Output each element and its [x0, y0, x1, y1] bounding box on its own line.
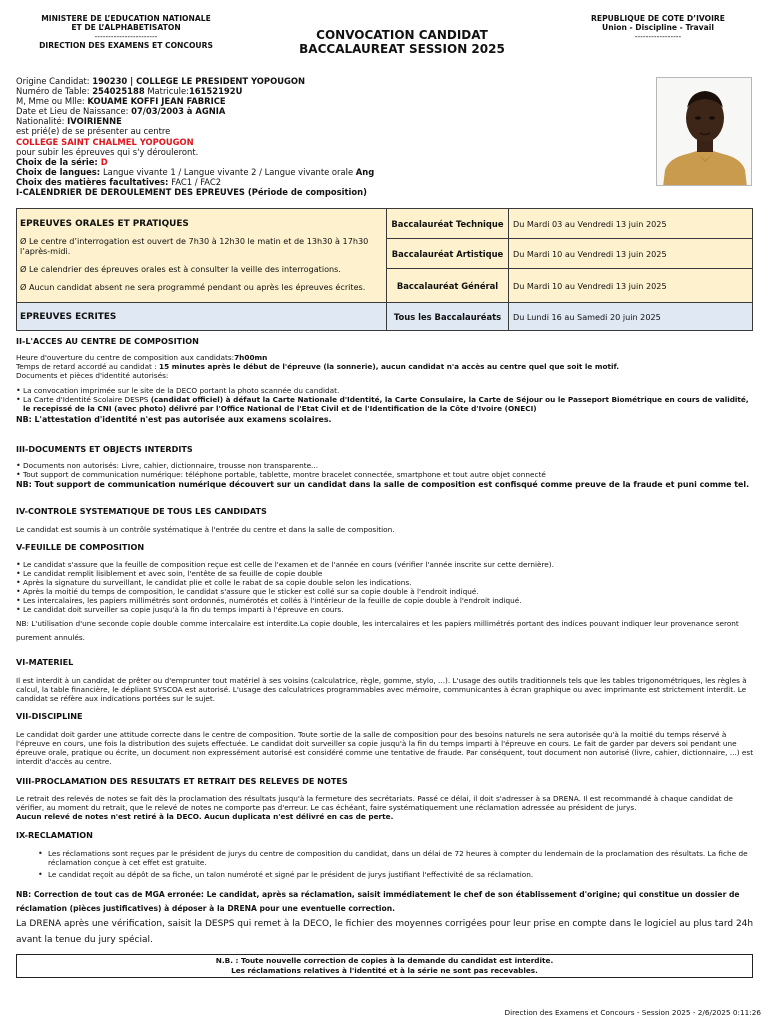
section-controle	[16, 506, 756, 534]
forbidden-list	[16, 461, 756, 479]
section-documents	[16, 444, 756, 490]
calendar-heading-text: I-CALENDRIER DE DEROULEMENT DES EPREUVES (Période de composition)	[16, 187, 367, 198]
orales-item: Ø Le centre d’interrogation est ouvert de 7h30 à 12h30 le matin et de 13h30 à 17h30 l’après-midi.	[20, 236, 369, 256]
table-value: 254025188	[92, 86, 145, 97]
name-line	[16, 96, 646, 106]
reclamation-list	[16, 849, 756, 879]
birth-line	[16, 106, 646, 116]
opening-label: Heure d'ouverture du centre de composition aux candidats:	[16, 353, 235, 362]
reclamation-plain: La DRENA après une vérification, saisit la DESPS qui remet à la DECO, le fichier des moyennes corrigées pour leur prise en compte dans le logiciel au plus tard 24h avant la tenue du jury spécial.	[16, 919, 754, 945]
calendar-row-technique	[17, 209, 753, 239]
serie-line	[16, 157, 646, 167]
section-heading: VIII-PROCLAMATION DES RESULTATS ET RETRAIT DES RELEVES DE NOTES	[16, 776, 348, 786]
notice-line-2: Les réclamations relatives à l'identité et à la série ne sont pas recevables.	[231, 966, 538, 975]
exam-dates: Du Lundi 16 au Samedi 20 juin 2025	[509, 303, 753, 331]
candidate-info	[16, 76, 646, 197]
opening-value: 7h00mn	[234, 353, 268, 362]
republic-motto: Union - Discipline - Travail	[602, 23, 714, 32]
orales-title: EPREUVES ORALES ET PRATIQUES	[20, 219, 189, 229]
list-item: • Après la signature du surveillant, le candidat plie et colle le rabat de sa copie double selon les indications.	[16, 578, 756, 587]
exam-type: Baccalauréat Général	[387, 269, 509, 303]
section-reclamation	[16, 830, 756, 948]
controle-text: Le candidat est soumis à un contrôle systématique à l'entrée du centre et dans la salle de composition.	[16, 525, 395, 534]
lang-line	[16, 167, 646, 177]
table-label: Numéro de Table:	[16, 86, 93, 97]
exam-text: pour subir les épreuves qui s'y dérouleront.	[16, 146, 199, 157]
orales-cell	[17, 209, 387, 303]
lang-value: Ang	[355, 166, 375, 177]
matricule-value: 16152192U	[188, 86, 243, 97]
document-title	[262, 28, 542, 56]
name-value: KOUAME KOFFI JEAN FABRICE	[87, 96, 226, 107]
lang-label: Choix de langues:	[16, 166, 104, 177]
origin-line	[16, 76, 646, 86]
allowed-docs-list	[16, 386, 756, 413]
late-value: 15 minutes après le début de l'épreuve (la sonnerie), aucun candidat n'a accès au centre quel que soit le motif.	[159, 362, 620, 371]
ministry-line-1: MINISTERE DE L’EDUCATION NATIONALE	[41, 14, 211, 23]
exam-center: COLLEGE SAINT CHALMEL YOPOUGON	[16, 136, 194, 147]
proclamation-text: Le retrait des relevés de notes se fait dès la proclamation des résultats jusqu'à la fermeture des secrétariats. Passé ce délai, il doit s'adresser à sa DRENA. Il est recommandé à chaque candidat de vérifier, au moment du retrait, que le relevé de notes ne comporte pas d'erreur. Le cas échéant, faire systématiquement une réclamation adressée au président de jurys.	[16, 794, 733, 812]
list-item: • Les réclamations sont reçues par le président de jurys du centre de composition du candidat, dans un délai de 72 heures à compter du lendemain de la proclamation des résultats. La fiche de réclamation conçue à cet effet est gratuite.	[16, 849, 756, 867]
serie-value: D	[100, 156, 108, 167]
section-proclamation	[16, 776, 756, 821]
ministry-separator: -----------------------	[94, 32, 158, 41]
direction-line: DIRECTION DES EXAMENS ET CONCOURS	[39, 41, 213, 50]
section-heading: V-FEUILLE DE COMPOSITION	[16, 542, 145, 552]
list-item-bold: (candidat officiel) à défaut la Carte Nationale d'Identité, la Carte Consulaire, la Carte de Séjour ou le Passeport Biométrique en cours de validité, le recepissé de la CNI (avec photo) délivré par l'Office National de l'Etat Civil et de l'Identification de la Côte d'Ivoire (ONECI)	[23, 395, 749, 413]
exam-type: Tous les Baccalauréats	[387, 303, 509, 331]
list-item: • Le candidat remplit lisiblement et avec soin, l'entête de sa feuille de copie double	[16, 569, 756, 578]
page-footer: Direction des Examens et Concours - Session 2025 - 2/6/2025 0:11:26	[504, 1008, 761, 1017]
section-feuille	[16, 542, 756, 645]
section-heading: IV-CONTROLE SYSTEMATIQUE DE TOUS LES CANDIDATS	[16, 506, 267, 516]
docs-label: Documents et pièces d'identité autorisés:	[16, 371, 169, 380]
republic-name: REPUBLIQUE DE COTE D’IVOIRE	[591, 14, 725, 23]
republic-header	[582, 14, 734, 41]
ministry-header	[16, 14, 236, 50]
section-materiel	[16, 657, 756, 703]
documents-nb: NB: Tout support de communication numérique découvert sur un candidat dans la salle de composition est confisqué comme preuve de la fraude et puni comme tel.	[16, 480, 750, 489]
exam-type: Baccalauréat Artistique	[387, 239, 509, 269]
list-item: • Le candidat doit surveiller sa copie jusqu'à la fin du temps imparti à l'épreuve en cours.	[16, 605, 756, 614]
optional-line	[16, 177, 646, 187]
republic-separator: -----------------	[634, 32, 682, 41]
final-notice	[16, 954, 753, 978]
nationality-value: IVOIRIENNE	[67, 116, 122, 127]
list-item: • Après la moitié du temps de composition, le candidat s'assure que le sticker est collé sur sa copie double à l'endroit indiqué.	[16, 587, 756, 596]
ministry-line-2: ET DE L’ALPHABETISATON	[71, 23, 181, 32]
feuille-nb: NB: L'utilisation d'une seconde copie double comme intercalaire est interdite.La copie double, les intercalaires et les papiers millimétrés portant des indices pouvant indiquer leur provenance seront purement annulés.	[16, 619, 739, 642]
birth-value: 07/03/2003 à AGNIA	[131, 106, 226, 117]
orales-item: Ø Aucun candidat absent ne sera programmé pendant ou après les épreuves écrites.	[20, 282, 366, 292]
section-heading: IX-RECLAMATION	[16, 830, 93, 840]
list-item: • Les intercalaires, les papiers millimétrés sont ordonnés, numérotés et collés à l'intérieur de la feuille de copie double à l'endroit indiqué.	[16, 596, 756, 605]
calendar-table	[16, 208, 753, 331]
exam-type: Baccalauréat Technique	[387, 209, 509, 239]
invite-text: est prié(e) de se présenter au centre	[16, 126, 171, 137]
proclamation-bold	[16, 812, 756, 821]
section-heading: III-DOCUMENTS ET OBJECTS INTERDITS	[16, 444, 193, 454]
serie-label: Choix de la série:	[16, 156, 101, 167]
list-item: • Tout support de communication numérique: téléphone portable, tablette, montre bracelet connectée, smartphone et tout autre objet connecté	[16, 470, 756, 479]
optional-label: Choix des matières facultatives:	[16, 176, 172, 187]
opening-time	[16, 353, 756, 362]
lang-text: Langue vivante 1 / Langue vivante 2 / Langue vivante orale	[103, 166, 356, 177]
late-label: Temps de retard accordé au candidat :	[16, 362, 160, 371]
section-heading: II-L'ACCES AU CENTRE DE COMPOSITION	[16, 336, 199, 346]
table-line	[16, 86, 646, 96]
exam-dates: Du Mardi 10 au Vendredi 13 juin 2025	[509, 239, 753, 269]
nationality-label: Nationalité:	[16, 116, 68, 127]
nationality-line	[16, 116, 646, 126]
section-heading: VII-DISCIPLINE	[16, 711, 83, 721]
list-item: • Documents non autorisés: Livre, cahier, dictionnaire, trousse non transparente...	[16, 461, 756, 470]
origin-value: 190230 | COLLEGE LE PRESIDENT YOPOUGON	[92, 76, 305, 86]
candidate-photo	[656, 77, 752, 186]
reclamation-nb: NB: Correction de tout cas de MGA erronée: Le candidat, après sa réclamation, saisit immédiatement le chef de son établissement d'origine; qui constitue un dossier de réclamation (pièces justificatives) à déposer à la DRENA pour une eventuelle correction.	[16, 890, 740, 913]
name-label: M, Mme ou Mlle:	[16, 96, 88, 107]
materiel-text: Il est interdit à un candidat de prêter ou d'emprunter tout matériel à ses voisins (calculatrice, règle, gomme, stylo, ...). L'usage des outils traditionnels tels que les tables trigonométriques, les règles à calcul, la table financière, le dépliant SYSCOA est autorisé. L'usage des calculatrices programmables avec mémoire, communicantes à écran graphique ou avec imprimante est strictement interdit. Le candidat se réfère aux indications portées sur le sujet.	[16, 676, 747, 703]
list-item: • Le candidat s'assure que la feuille de composition reçue est celle de l'examen et de l'année en cours (vérifier l'année inscrite sur cette dernière).	[16, 560, 756, 569]
title-line-2: BACCALAUREAT SESSION 2025	[299, 42, 505, 56]
access-nb: NB: L'attestation d'identité n'est pas autorisée aux examens scolaires.	[16, 415, 332, 424]
list-item: • Le candidat reçoit au dépôt de sa fiche, un talon numéroté et signé par le président de jurys justifiant l'effectivité de sa réclamation.	[16, 870, 756, 879]
matricule-label: Matricule:	[144, 86, 189, 97]
section-discipline	[16, 711, 756, 766]
section-access	[16, 336, 756, 425]
exam-dates: Du Mardi 10 au Vendredi 13 juin 2025	[509, 269, 753, 303]
notice-line-1: N.B. : Toute nouvelle correction de copies à la demande du candidat est interdite.	[215, 956, 554, 965]
calendar-row-ecrites	[17, 303, 753, 331]
optional-value: FAC1 / FAC2	[171, 176, 222, 187]
late-time	[16, 362, 756, 371]
origin-label: Origine Candidat:	[16, 76, 93, 86]
ecrites-title: EPREUVES ECRITES	[20, 311, 117, 322]
proclamation-bold-text: Aucun relevé de notes n'est retiré à la DECO. Aucun duplicata n'est délivré en cas de perte.	[16, 812, 394, 821]
list-item: • La convocation imprimée sur le site de la DECO portant la photo scannée du candidat.	[16, 386, 756, 395]
discipline-text: Le candidat doit garder une attitude correcte dans le centre de composition. Toute sortie de la salle de composition pour des besoins naturels ne sera autorisée qu'à la moitié du temps réservé à l'épreuve en cours, une fois la distribution des sujets effectuée. Le candidat doit surveiller sa copie jusqu'à la fin du temps imparti à l'épreuve en cours. Le fait de garder par devers soi pendant une épreuve orale, pratique ou écrite, un document non expressément autorisé est considéré comme une tentative de fraude. Par conséquent, tout document non autorisé (livre, cahier, dictionnaire, ...) est interdit d'accès au centre.	[16, 730, 754, 766]
section-heading: VI-MATERIEL	[16, 657, 74, 667]
feuille-list	[16, 560, 756, 614]
exam-dates: Du Mardi 03 au Vendredi 13 juin 2025	[509, 209, 753, 239]
orales-item: Ø Le calendrier des épreuves orales est à consulter la veille des interrogations.	[20, 264, 341, 274]
list-item	[16, 395, 756, 413]
ecrites-cell	[17, 303, 387, 331]
birth-label: Date et Lieu de Naissance:	[16, 106, 132, 117]
title-line-1: CONVOCATION CANDIDAT	[316, 28, 488, 42]
candidate-photo-image	[657, 78, 752, 186]
list-item-text: La Carte d'Identité Scolaire DESPS	[23, 395, 151, 404]
calendar-heading	[16, 187, 646, 197]
